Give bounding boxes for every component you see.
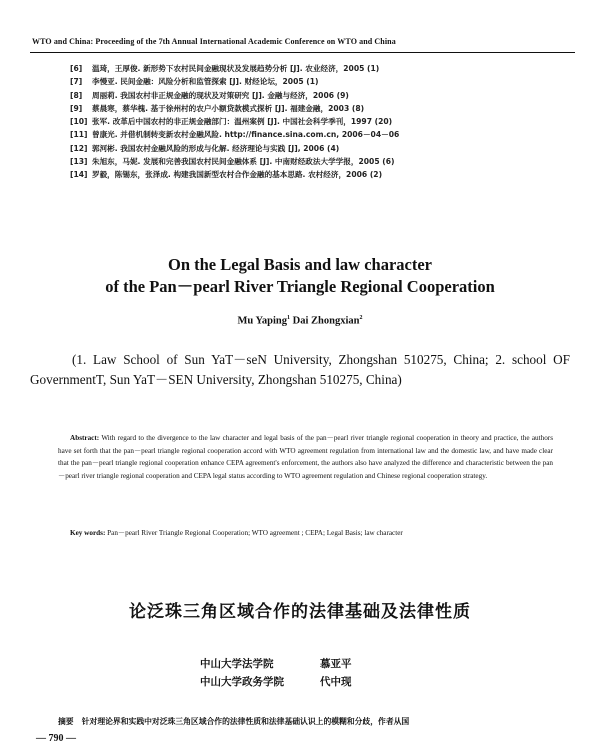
abstract-text: With regard to the divergence to the law character and legal basis of the pan－pearl river triangle regional cooperation in theory and practice, the authors have set forth that the pan－pearl triangle regional cooperation accord with WTO agreement regulation from international law and the domestic law, and have made clear that the pan－pearl triangle regional cooperation enhance CEPA agreement's enforcement, the authors also have analyzed the difference and characteristic between the pan－pearl river triangle regional cooperation and CEPA legal status according to WTO agreement regulation and Chinese regional cooperation strategy. xyxy=(58,434,553,480)
author-2: Dai Zhongxian xyxy=(292,315,360,327)
abstract-label: Abstract: xyxy=(70,434,100,442)
page-number: — 790 — xyxy=(36,733,76,744)
reference-item: [13] 朱旭东，马妮. 发展和完善我国农村民间金融体系 [J]. 中南财经政法大学学报，2005 (6) xyxy=(70,157,395,167)
chinese-institution: 中山大学法学院 xyxy=(200,658,274,670)
abstract xyxy=(58,432,553,482)
reference-item: [6] 温琦，王厚俊. 新形势下农村民间金融现状及发展趋势分析 [J]. 农业经济，2005 (1) xyxy=(70,64,380,73)
chinese-institution: 中山大学政务学院 xyxy=(200,676,284,688)
keywords-label: Key words: xyxy=(70,529,106,537)
author-line xyxy=(40,315,560,327)
title-line-2: of the Pan－pearl River Triangle Regional Cooperation xyxy=(105,277,495,296)
reference-item: [10] 张军. 改革后中国农村的非正规金融部门：温州案例 [J]. 中国社会科学季刊，1997 (20) xyxy=(70,117,393,127)
keywords-text: Pan－pearl River Triangle Regional Cooperation; WTO agreement ; CEPA; Legal Basis; law character xyxy=(107,529,403,537)
author-1: Mu Yaping xyxy=(237,315,288,327)
chinese-abstract-label: 摘要 xyxy=(58,717,74,726)
chinese-author-line xyxy=(200,673,440,691)
chinese-authors xyxy=(200,655,440,691)
chinese-author-line xyxy=(200,655,440,673)
author-2-affil-mark: 2 xyxy=(359,315,363,321)
reference-item: [9] 蔡晨寒，蔡华槐. 基于徐州村的农户小额贷款模式探析 [J]. 福建金融，2003 (8) xyxy=(70,103,365,113)
title-line-1: On the Legal Basis and law character xyxy=(168,255,432,274)
chinese-abstract-text: 针对理论界和实践中对泛珠三角区域合作的法律性质和法律基础认识上的模糊和分歧，作者从国 xyxy=(81,717,410,726)
reference-list xyxy=(70,62,570,182)
keywords xyxy=(58,527,553,540)
paper-title xyxy=(40,254,560,298)
affiliations: (1. Law School of Sun YaT－seN University, Zhongshan 510275, China; 2. school OF GovernmentT, Sun YaT－SEN University, Zhongshan 510275, China) xyxy=(30,352,570,387)
reference-item: [14] 罗毅，陈锡东，张泽成. 构建我国新型农村合作金融的基本思路. 农村经济，2006 (2) xyxy=(70,170,383,180)
reference-item: [8] 周丽莉. 我国农村非正规金融的现状及对策研究 [J]. 金融与经济，2006 (9) xyxy=(70,90,349,100)
reference-item: [11] 曾康光. 并借机制转变新农村金融风险. http://finance.sina.com.cn, 2006－04－06 xyxy=(70,130,400,140)
chinese-title: 论泛珠三角区域合作的法律基础及法律性质 xyxy=(129,602,471,622)
header-rule xyxy=(30,52,575,53)
chinese-abstract xyxy=(58,716,563,727)
running-head: WTO and China: Proceeding of the 7th Annual International Academic Conference on WTO and China xyxy=(32,37,396,46)
chinese-author-name: 代中现 xyxy=(320,676,352,688)
chinese-author-name: 慕亚平 xyxy=(320,658,352,670)
author-1-affil-mark: 1 xyxy=(287,315,291,321)
reference-item: [7] 李慢亚. 民间金融：风险分析和监管探索 [J]. 财经论坛，2005 (1) xyxy=(70,77,319,87)
reference-item: [12] 郭河彬. 我国农村金融风险的形成与化解. 经济理论与实践 [J], 2006 (4) xyxy=(70,143,340,153)
